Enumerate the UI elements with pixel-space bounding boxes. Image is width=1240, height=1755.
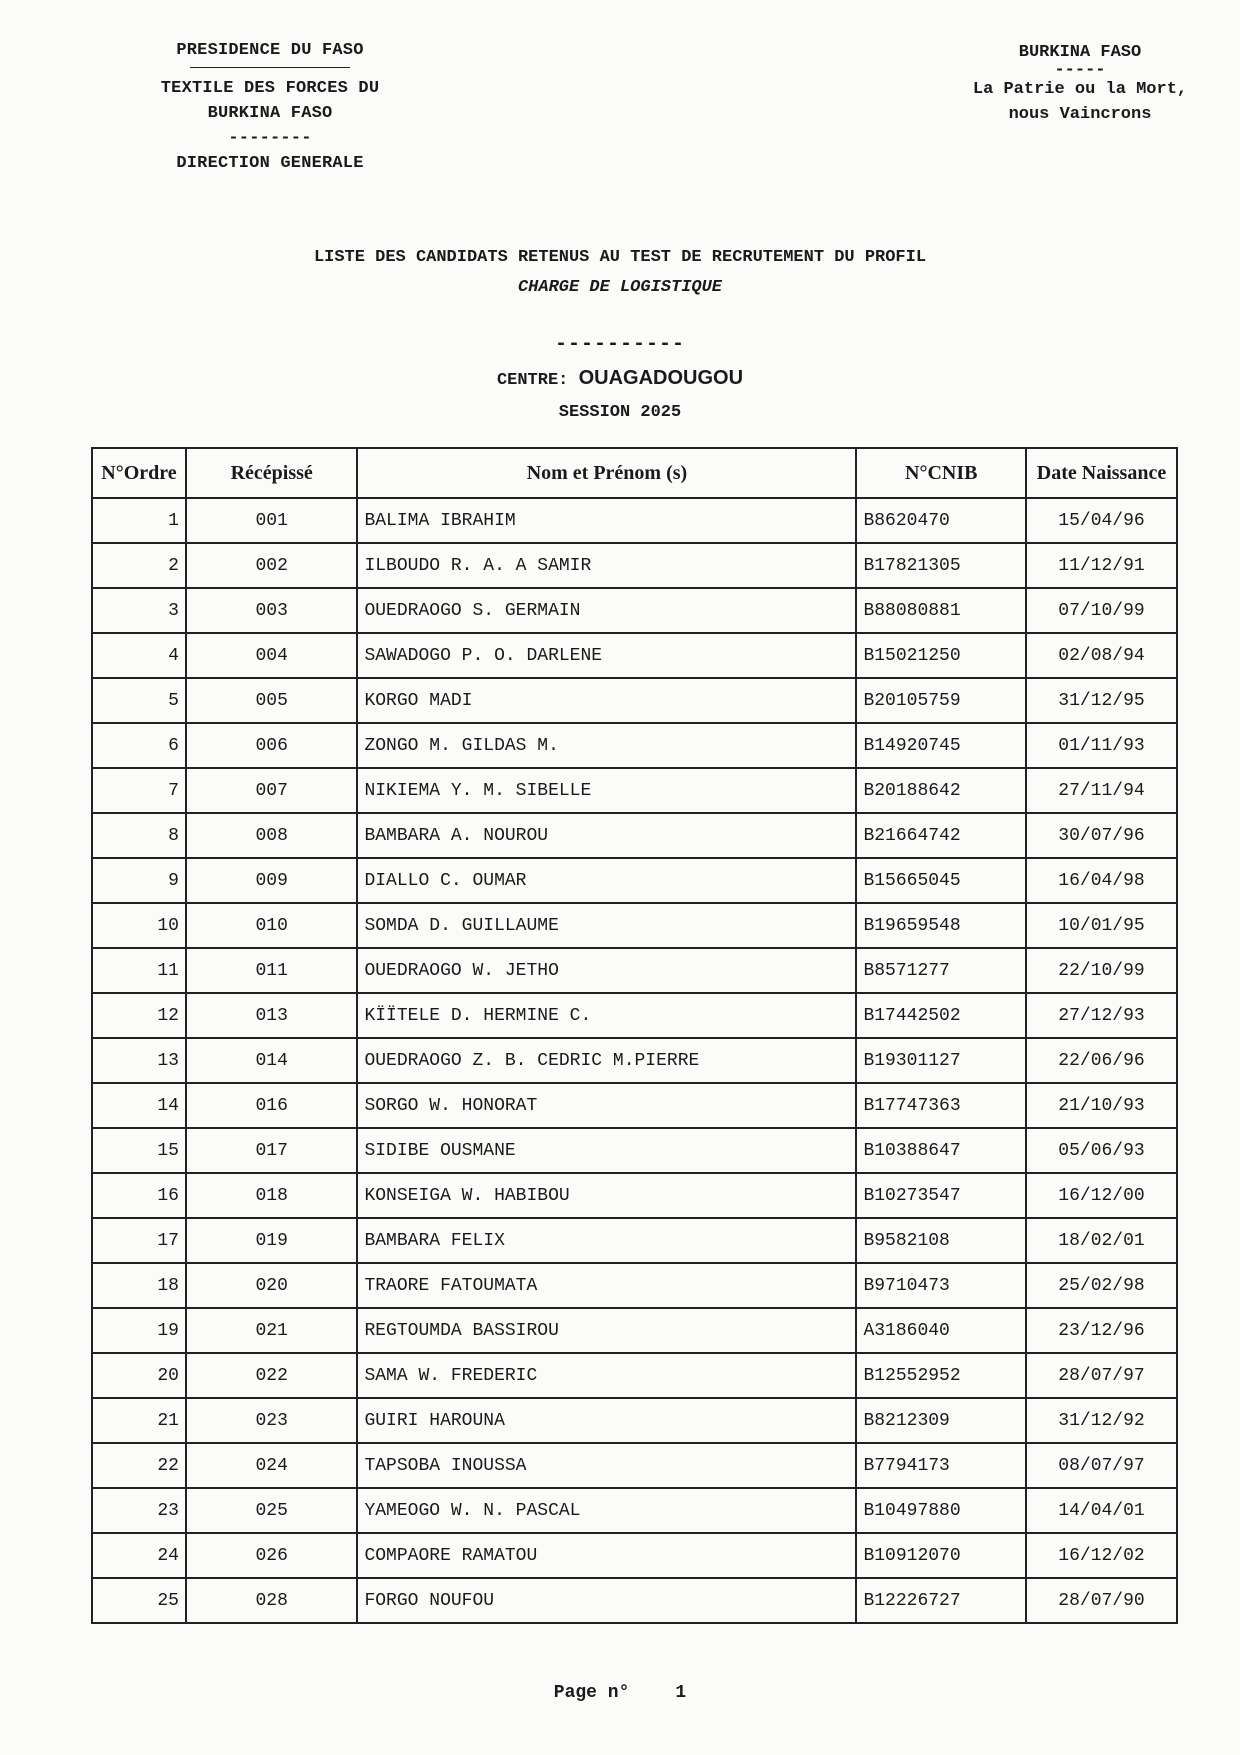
cell-cnib: B20188642: [856, 768, 1026, 813]
cell-date: 15/04/96: [1026, 498, 1177, 543]
cell-nom: NIKIEMA Y. M. SIBELLE: [357, 768, 856, 813]
cell-nom: BAMBARA FELIX: [357, 1218, 856, 1263]
table-row: [92, 1308, 1177, 1353]
header-ordre: N°Ordre: [92, 448, 186, 498]
cell-ordre: 1: [92, 498, 186, 543]
cell-date: 25/02/98: [1026, 1263, 1177, 1308]
cell-cnib: B8212309: [856, 1398, 1026, 1443]
table-row: [92, 633, 1177, 678]
title-separator: ----------: [554, 333, 686, 356]
table-row: [92, 588, 1177, 633]
cell-nom: OUEDRAOGO W. JETHO: [357, 948, 856, 993]
country-label: BURKINA FASO: [1018, 43, 1142, 62]
cell-cnib: B19659548: [856, 903, 1026, 948]
header-left-dashes: --------: [228, 129, 312, 148]
cell-ordre: 4: [92, 633, 186, 678]
cell-nom: SOMDA D. GUILLAUME: [357, 903, 856, 948]
header-right-dashes: -----: [1054, 61, 1106, 80]
presidence-label: PRESIDENCE DU FASO: [176, 41, 364, 60]
cell-recepisse: 018: [186, 1173, 357, 1218]
cell-recepisse: 028: [186, 1578, 357, 1623]
table-row: [92, 1533, 1177, 1578]
cell-cnib: A3186040: [856, 1308, 1026, 1353]
cell-date: 16/04/98: [1026, 858, 1177, 903]
title-line2: CHARGE DE LOGISTIQUE: [517, 278, 723, 297]
table-row: [92, 1263, 1177, 1308]
table-row: [92, 903, 1177, 948]
cell-date: 16/12/02: [1026, 1533, 1177, 1578]
cell-date: 11/12/91: [1026, 543, 1177, 588]
cell-cnib: B10912070: [856, 1533, 1026, 1578]
table-row: [92, 858, 1177, 903]
table-row: [92, 1038, 1177, 1083]
cell-recepisse: 003: [186, 588, 357, 633]
table-row: [92, 1398, 1177, 1443]
cell-date: 02/08/94: [1026, 633, 1177, 678]
cell-recepisse: 002: [186, 543, 357, 588]
motto-line1: La Patrie ou la Mort,: [972, 80, 1188, 99]
table-row: [92, 1218, 1177, 1263]
cell-recepisse: 007: [186, 768, 357, 813]
cell-recepisse: 017: [186, 1128, 357, 1173]
motto-line2: nous Vaincrons: [1008, 105, 1152, 124]
cell-recepisse: 024: [186, 1443, 357, 1488]
cell-cnib: B8571277: [856, 948, 1026, 993]
cell-cnib: B19301127: [856, 1038, 1026, 1083]
cell-nom: COMPAORE RAMATOU: [357, 1533, 856, 1578]
cell-recepisse: 010: [186, 903, 357, 948]
cell-date: 28/07/90: [1026, 1578, 1177, 1623]
cell-ordre: 12: [92, 993, 186, 1038]
cell-ordre: 15: [92, 1128, 186, 1173]
cell-nom: TRAORE FATOUMATA: [357, 1263, 856, 1308]
cell-nom: DIALLO C. OUMAR: [357, 858, 856, 903]
title-line1: LISTE DES CANDIDATS RETENUS AU TEST DE RECRUTEMENT DU PROFIL: [313, 248, 927, 267]
cell-cnib: B17821305: [856, 543, 1026, 588]
cell-date: 27/11/94: [1026, 768, 1177, 813]
cell-recepisse: 005: [186, 678, 357, 723]
cell-nom: YAMEOGO W. N. PASCAL: [357, 1488, 856, 1533]
session-label: SESSION 2025: [558, 403, 682, 422]
cell-ordre: 9: [92, 858, 186, 903]
cell-nom: OUEDRAOGO Z. B. CEDRIC M.PIERRE: [357, 1038, 856, 1083]
cell-nom: REGTOUMDA BASSIROU: [357, 1308, 856, 1353]
cell-cnib: B10497880: [856, 1488, 1026, 1533]
centre-line: [0, 367, 1240, 390]
cell-recepisse: 020: [186, 1263, 357, 1308]
cell-date: 07/10/99: [1026, 588, 1177, 633]
table-row: [92, 498, 1177, 543]
cell-cnib: B8620470: [856, 498, 1026, 543]
header-rule: [190, 67, 350, 68]
table-row: [92, 678, 1177, 723]
cell-date: 08/07/97: [1026, 1443, 1177, 1488]
document-title: [0, 243, 1240, 303]
cell-date: 23/12/96: [1026, 1308, 1177, 1353]
cell-recepisse: 006: [186, 723, 357, 768]
page-number: 1: [675, 1683, 687, 1703]
cell-date: 10/01/95: [1026, 903, 1177, 948]
cell-cnib: B12226727: [856, 1578, 1026, 1623]
cell-ordre: 13: [92, 1038, 186, 1083]
cell-recepisse: 025: [186, 1488, 357, 1533]
header-date: Date Naissance: [1026, 448, 1177, 498]
table-row: [92, 948, 1177, 993]
cell-nom: OUEDRAOGO S. GERMAIN: [357, 588, 856, 633]
cell-ordre: 2: [92, 543, 186, 588]
table-row: [92, 1443, 1177, 1488]
table-row: [92, 768, 1177, 813]
cell-recepisse: 013: [186, 993, 357, 1038]
cell-date: 22/06/96: [1026, 1038, 1177, 1083]
cell-cnib: B88080881: [856, 588, 1026, 633]
header-nom: Nom et Prénom (s): [357, 448, 856, 498]
cell-cnib: B9710473: [856, 1263, 1026, 1308]
cell-ordre: 11: [92, 948, 186, 993]
cell-recepisse: 011: [186, 948, 357, 993]
cell-ordre: 7: [92, 768, 186, 813]
cell-nom: SAWADOGO P. O. DARLENE: [357, 633, 856, 678]
cell-cnib: B15665045: [856, 858, 1026, 903]
cell-recepisse: 021: [186, 1308, 357, 1353]
cell-nom: TAPSOBA INOUSSA: [357, 1443, 856, 1488]
cell-ordre: 16: [92, 1173, 186, 1218]
cell-cnib: B17442502: [856, 993, 1026, 1038]
cell-cnib: B20105759: [856, 678, 1026, 723]
cell-cnib: B10273547: [856, 1173, 1026, 1218]
header-cnib: N°CNIB: [856, 448, 1026, 498]
cell-nom: FORGO NOUFOU: [357, 1578, 856, 1623]
cell-cnib: B10388647: [856, 1128, 1026, 1173]
organisation-line2: BURKINA FASO: [207, 104, 333, 123]
table-row: [92, 1083, 1177, 1128]
table-row: [92, 1128, 1177, 1173]
cell-ordre: 3: [92, 588, 186, 633]
header-right: [940, 40, 1220, 127]
cell-date: 22/10/99: [1026, 948, 1177, 993]
table-header-row: [92, 448, 1177, 498]
cell-cnib: B9582108: [856, 1218, 1026, 1263]
cell-cnib: B7794173: [856, 1443, 1026, 1488]
cell-date: 16/12/00: [1026, 1173, 1177, 1218]
cell-recepisse: 023: [186, 1398, 357, 1443]
cell-ordre: 14: [92, 1083, 186, 1128]
cell-recepisse: 009: [186, 858, 357, 903]
cell-ordre: 5: [92, 678, 186, 723]
cell-recepisse: 014: [186, 1038, 357, 1083]
cell-nom: BAMBARA A. NOUROU: [357, 813, 856, 858]
cell-recepisse: 008: [186, 813, 357, 858]
cell-nom: SORGO W. HONORAT: [357, 1083, 856, 1128]
centre-label: CENTRE:: [496, 371, 569, 390]
cell-cnib: B15021250: [856, 633, 1026, 678]
cell-ordre: 22: [92, 1443, 186, 1488]
table-row: [92, 723, 1177, 768]
cell-ordre: 17: [92, 1218, 186, 1263]
table-row: [92, 1173, 1177, 1218]
cell-recepisse: 001: [186, 498, 357, 543]
cell-nom: SAMA W. FREDERIC: [357, 1353, 856, 1398]
table-row: [92, 993, 1177, 1038]
page-label: Page n°: [553, 1683, 630, 1703]
table-row: [92, 543, 1177, 588]
cell-cnib: B12552952: [856, 1353, 1026, 1398]
header-left: [120, 38, 420, 176]
cell-nom: KÏÏTELE D. HERMINE C.: [357, 993, 856, 1038]
cell-ordre: 20: [92, 1353, 186, 1398]
direction-label: DIRECTION GENERALE: [176, 154, 364, 173]
cell-date: 05/06/93: [1026, 1128, 1177, 1173]
cell-nom: GUIRI HAROUNA: [357, 1398, 856, 1443]
cell-ordre: 24: [92, 1533, 186, 1578]
cell-cnib: B14920745: [856, 723, 1026, 768]
table-row: [92, 1488, 1177, 1533]
cell-nom: BALIMA IBRAHIM: [357, 498, 856, 543]
cell-date: 31/12/92: [1026, 1398, 1177, 1443]
cell-nom: ILBOUDO R. A. A SAMIR: [357, 543, 856, 588]
table-row: [92, 1353, 1177, 1398]
cell-date: 30/07/96: [1026, 813, 1177, 858]
centre-city: OUAGADOUGOU: [578, 367, 744, 389]
cell-date: 27/12/93: [1026, 993, 1177, 1038]
page-footer: [0, 1683, 1240, 1703]
cell-ordre: 25: [92, 1578, 186, 1623]
cell-ordre: 23: [92, 1488, 186, 1533]
cell-ordre: 8: [92, 813, 186, 858]
table-row: [92, 813, 1177, 858]
cell-ordre: 10: [92, 903, 186, 948]
organisation-line1: TEXTILE DES FORCES DU: [160, 79, 380, 98]
cell-cnib: B17747363: [856, 1083, 1026, 1128]
cell-date: 01/11/93: [1026, 723, 1177, 768]
cell-ordre: 18: [92, 1263, 186, 1308]
cell-ordre: 6: [92, 723, 186, 768]
candidates-table: [91, 447, 1178, 1624]
cell-date: 14/04/01: [1026, 1488, 1177, 1533]
cell-recepisse: 016: [186, 1083, 357, 1128]
cell-cnib: B21664742: [856, 813, 1026, 858]
cell-nom: KORGO MADI: [357, 678, 856, 723]
cell-recepisse: 026: [186, 1533, 357, 1578]
cell-recepisse: 019: [186, 1218, 357, 1263]
cell-nom: ZONGO M. GILDAS M.: [357, 723, 856, 768]
cell-nom: SIDIBE OUSMANE: [357, 1128, 856, 1173]
cell-nom: KONSEIGA W. HABIBOU: [357, 1173, 856, 1218]
cell-recepisse: 022: [186, 1353, 357, 1398]
cell-date: 18/02/01: [1026, 1218, 1177, 1263]
table-row: [92, 1578, 1177, 1623]
cell-date: 21/10/93: [1026, 1083, 1177, 1128]
cell-ordre: 19: [92, 1308, 186, 1353]
header-recepisse: Récépissé: [186, 448, 357, 498]
cell-recepisse: 004: [186, 633, 357, 678]
cell-date: 28/07/97: [1026, 1353, 1177, 1398]
cell-ordre: 21: [92, 1398, 186, 1443]
cell-date: 31/12/95: [1026, 678, 1177, 723]
